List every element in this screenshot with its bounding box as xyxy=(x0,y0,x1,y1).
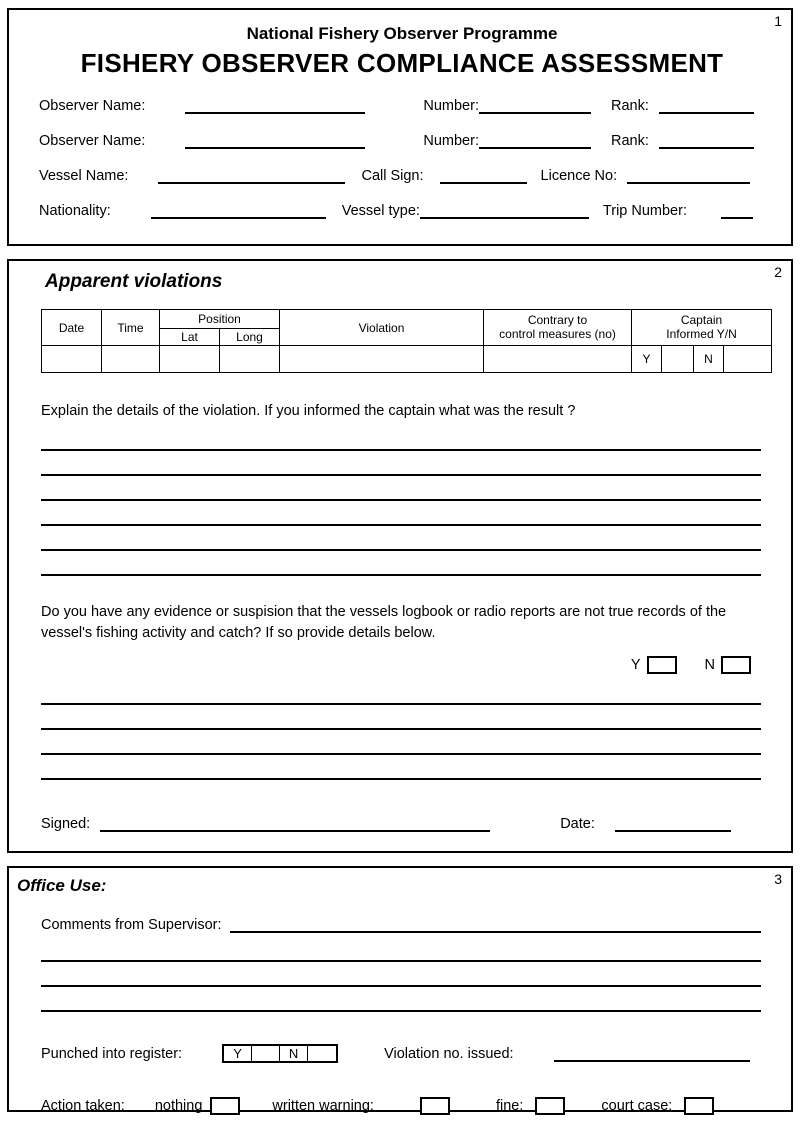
col-header-long: Long xyxy=(220,329,280,346)
nationality-line[interactable] xyxy=(151,202,326,219)
col-header-violation: Violation xyxy=(280,310,484,346)
action-fine-label: fine: xyxy=(495,1098,524,1114)
writing-line[interactable] xyxy=(41,937,761,962)
date-line[interactable] xyxy=(615,815,731,832)
date-label: Date: xyxy=(560,816,595,833)
licence-no-line[interactable] xyxy=(627,167,750,184)
signed-label: Signed: xyxy=(41,816,91,833)
observer-name-line[interactable] xyxy=(185,97,365,114)
signed-line[interactable] xyxy=(100,815,490,832)
header-section xyxy=(7,8,793,246)
number-label: Number: xyxy=(423,133,479,149)
observer-row-1 xyxy=(39,93,765,114)
captain-line1: Captain xyxy=(680,312,723,327)
violation-no-line[interactable] xyxy=(554,1045,750,1062)
page-number-3: 3 xyxy=(774,871,782,887)
comments-line[interactable] xyxy=(230,916,762,933)
captain-informed-y-label: Y xyxy=(632,346,662,373)
contrary-line2: control measures (no) xyxy=(499,326,616,341)
violation-details-prompt: Explain the details of the violation. If you informed the captain what was the result ? xyxy=(41,403,576,419)
punched-yes-checkbox[interactable] xyxy=(252,1046,280,1061)
long-cell[interactable] xyxy=(220,346,280,373)
writing-line[interactable] xyxy=(41,680,761,705)
licence-no-label: Licence No: xyxy=(540,168,618,184)
violation-no-label: Violation no. issued: xyxy=(384,1045,514,1062)
action-nothing-checkbox[interactable] xyxy=(210,1097,240,1115)
col-header-time: Time xyxy=(102,310,160,346)
vessel-type-label: Vessel type: xyxy=(341,203,420,219)
call-sign-label: Call Sign: xyxy=(361,168,424,184)
yes-label: Y xyxy=(630,657,641,674)
writing-line[interactable] xyxy=(41,987,761,1012)
punched-no-checkbox[interactable] xyxy=(308,1046,336,1061)
action-fine-checkbox[interactable] xyxy=(535,1097,565,1115)
number-label: Number: xyxy=(423,98,479,114)
action-nothing-label: nothing xyxy=(154,1098,203,1114)
writing-line[interactable] xyxy=(41,526,761,551)
page-number-2: 2 xyxy=(774,264,782,280)
writing-line[interactable] xyxy=(41,730,761,755)
signature-row xyxy=(41,810,761,832)
vessel-row xyxy=(39,163,765,184)
punched-row xyxy=(41,1044,791,1063)
rank-line[interactable] xyxy=(659,97,754,114)
trip-number-label: Trip Number: xyxy=(602,203,687,219)
comments-label: Comments from Supervisor: xyxy=(41,917,222,933)
section-title: Apparent violations xyxy=(45,271,223,292)
vessel-type-line[interactable] xyxy=(420,202,589,219)
col-header-lat: Lat xyxy=(160,329,220,346)
contrary-cell[interactable] xyxy=(484,346,632,373)
lat-cell[interactable] xyxy=(160,346,220,373)
page-number-1: 1 xyxy=(774,13,782,29)
date-cell[interactable] xyxy=(42,346,102,373)
action-court-label: court case: xyxy=(601,1098,673,1114)
number-line[interactable] xyxy=(479,132,591,149)
captain-informed-n-cell[interactable] xyxy=(724,346,772,373)
vessel-name-line[interactable] xyxy=(158,167,345,184)
writing-line[interactable] xyxy=(41,501,761,526)
writing-line[interactable] xyxy=(41,551,761,576)
punched-label: Punched into register: xyxy=(41,1045,183,1062)
trip-number-line[interactable] xyxy=(721,202,753,219)
rank-label: Rank: xyxy=(610,133,649,149)
logbook-prompt: Do you have any evidence or suspision that the vessels logbook or radio reports are not true records of the vessel's fishing activity and catch? If so provide details below. xyxy=(41,604,727,642)
violations-table xyxy=(41,309,772,373)
captain-line2: Informed Y/N xyxy=(666,326,737,341)
logbook-yn-row xyxy=(9,656,751,674)
programme-title: National Fishery Observer Programme xyxy=(246,24,558,43)
col-header-captain xyxy=(632,310,772,346)
time-cell[interactable] xyxy=(102,346,160,373)
logbook-yes-checkbox[interactable] xyxy=(647,656,677,674)
captain-informed-n-label: N xyxy=(694,346,724,373)
logbook-no-checkbox[interactable] xyxy=(721,656,751,674)
call-sign-line[interactable] xyxy=(440,167,527,184)
apparent-violations-section xyxy=(7,259,793,853)
action-taken-label: Action taken: xyxy=(41,1098,125,1114)
number-line[interactable] xyxy=(479,97,591,114)
comments-row xyxy=(41,912,761,933)
observer-name-line[interactable] xyxy=(185,132,365,149)
violation-cell[interactable] xyxy=(280,346,484,373)
vessel-name-label: Vessel Name: xyxy=(39,168,129,184)
writing-line[interactable] xyxy=(41,962,761,987)
office-use-section xyxy=(7,866,793,1112)
rank-label: Rank: xyxy=(610,98,649,114)
writing-line[interactable] xyxy=(41,755,761,780)
nationality-label: Nationality: xyxy=(39,203,111,219)
punched-n-label: N xyxy=(280,1046,308,1061)
action-court-checkbox[interactable] xyxy=(684,1097,714,1115)
action-row xyxy=(41,1097,791,1115)
writing-line[interactable] xyxy=(41,451,761,476)
punched-yn-strip xyxy=(222,1044,338,1063)
no-label: N xyxy=(704,657,715,674)
observer-name-label: Observer Name: xyxy=(39,98,146,114)
col-header-date: Date xyxy=(42,310,102,346)
observer-name-label: Observer Name: xyxy=(39,133,146,149)
contrary-line1: Contrary to xyxy=(527,312,588,327)
punched-y-label: Y xyxy=(224,1046,252,1061)
col-header-position: Position xyxy=(160,310,280,329)
nationality-row xyxy=(39,198,765,219)
action-warning-label: written warning: xyxy=(272,1098,374,1114)
captain-informed-y-cell[interactable] xyxy=(662,346,694,373)
writing-line[interactable] xyxy=(41,476,761,501)
office-use-title: Office Use: xyxy=(17,876,107,895)
action-warning-checkbox[interactable] xyxy=(420,1097,450,1115)
writing-line[interactable] xyxy=(41,705,761,730)
form-title: FISHERY OBSERVER COMPLIANCE ASSESSMENT xyxy=(80,48,724,78)
col-header-contrary xyxy=(484,310,632,346)
rank-line[interactable] xyxy=(659,132,754,149)
observer-row-2 xyxy=(39,128,765,149)
writing-line[interactable] xyxy=(41,426,761,451)
